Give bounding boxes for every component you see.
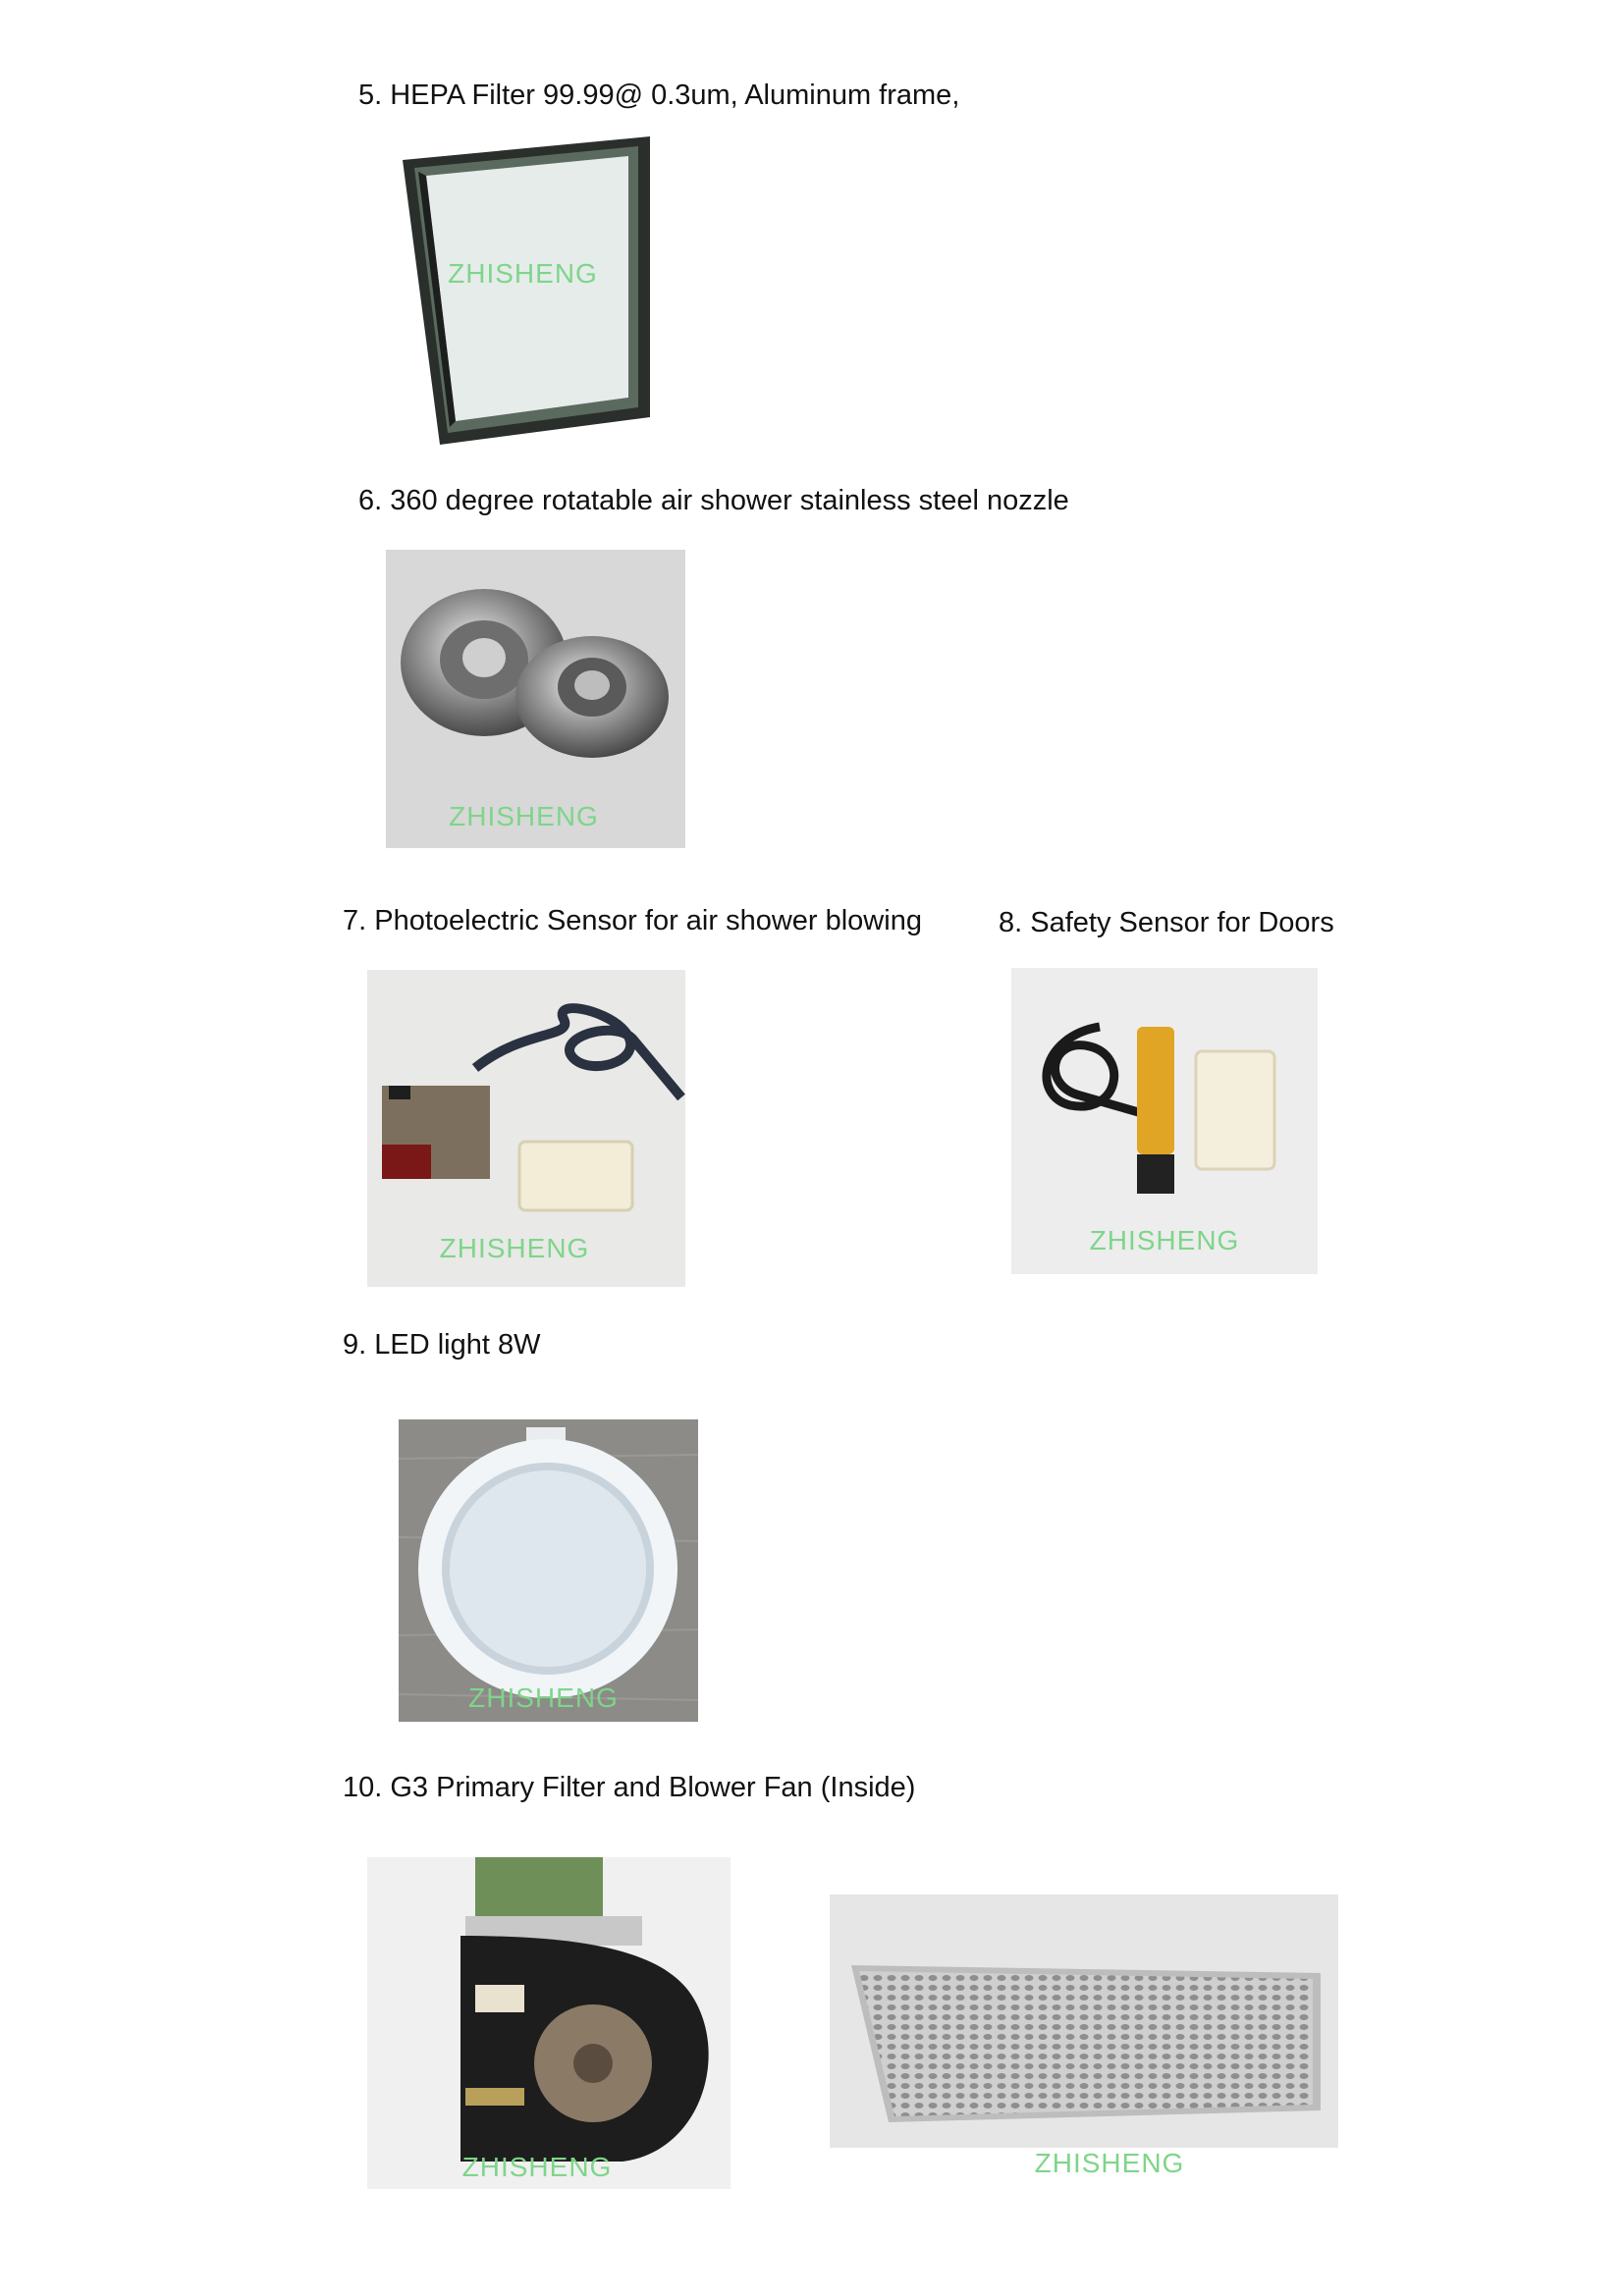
- led-light-photo: [399, 1419, 698, 1722]
- watermark: ZHISHENG: [448, 258, 598, 289]
- hepa-filter-photo: [393, 133, 653, 447]
- watermark: ZHISHENG: [1034, 2148, 1185, 2178]
- watermark: ZHISHENG: [1089, 1225, 1240, 1255]
- led-light-image: [399, 1419, 698, 1722]
- nozzle-photo: [386, 550, 685, 848]
- watermark: ZHISHENG: [449, 801, 599, 831]
- caption-safety-sensor: 8. Safety Sensor for Doors: [999, 907, 1334, 938]
- primary-filter-grille-image: [830, 1895, 1338, 2148]
- watermark: ZHISHENG: [468, 1682, 619, 1713]
- photoelectric-sensor-photo: [367, 970, 685, 1287]
- watermark: ZHISHENG: [439, 1233, 590, 1263]
- blower-fan-photo: [367, 1857, 731, 2189]
- caption-nozzle: 6. 360 degree rotatable air shower stainless steel nozzle: [358, 485, 1069, 516]
- blower-fan-image: [367, 1857, 731, 2189]
- caption-hepa-filter: 5. HEPA Filter 99.99@ 0.3um, Aluminum frame,: [358, 80, 960, 111]
- caption-blower-fan: 10. G3 Primary Filter and Blower Fan (Inside): [343, 1772, 916, 1803]
- primary-filter-grille-photo: [830, 1895, 1338, 2148]
- caption-led-light: 9. LED light 8W: [343, 1329, 541, 1361]
- safety-sensor-photo: [1011, 968, 1318, 1274]
- hepa-filter-image: [393, 133, 653, 447]
- caption-photoelectric-sensor: 7. Photoelectric Sensor for air shower blowing: [343, 905, 922, 936]
- watermark: ZHISHENG: [461, 2152, 613, 2182]
